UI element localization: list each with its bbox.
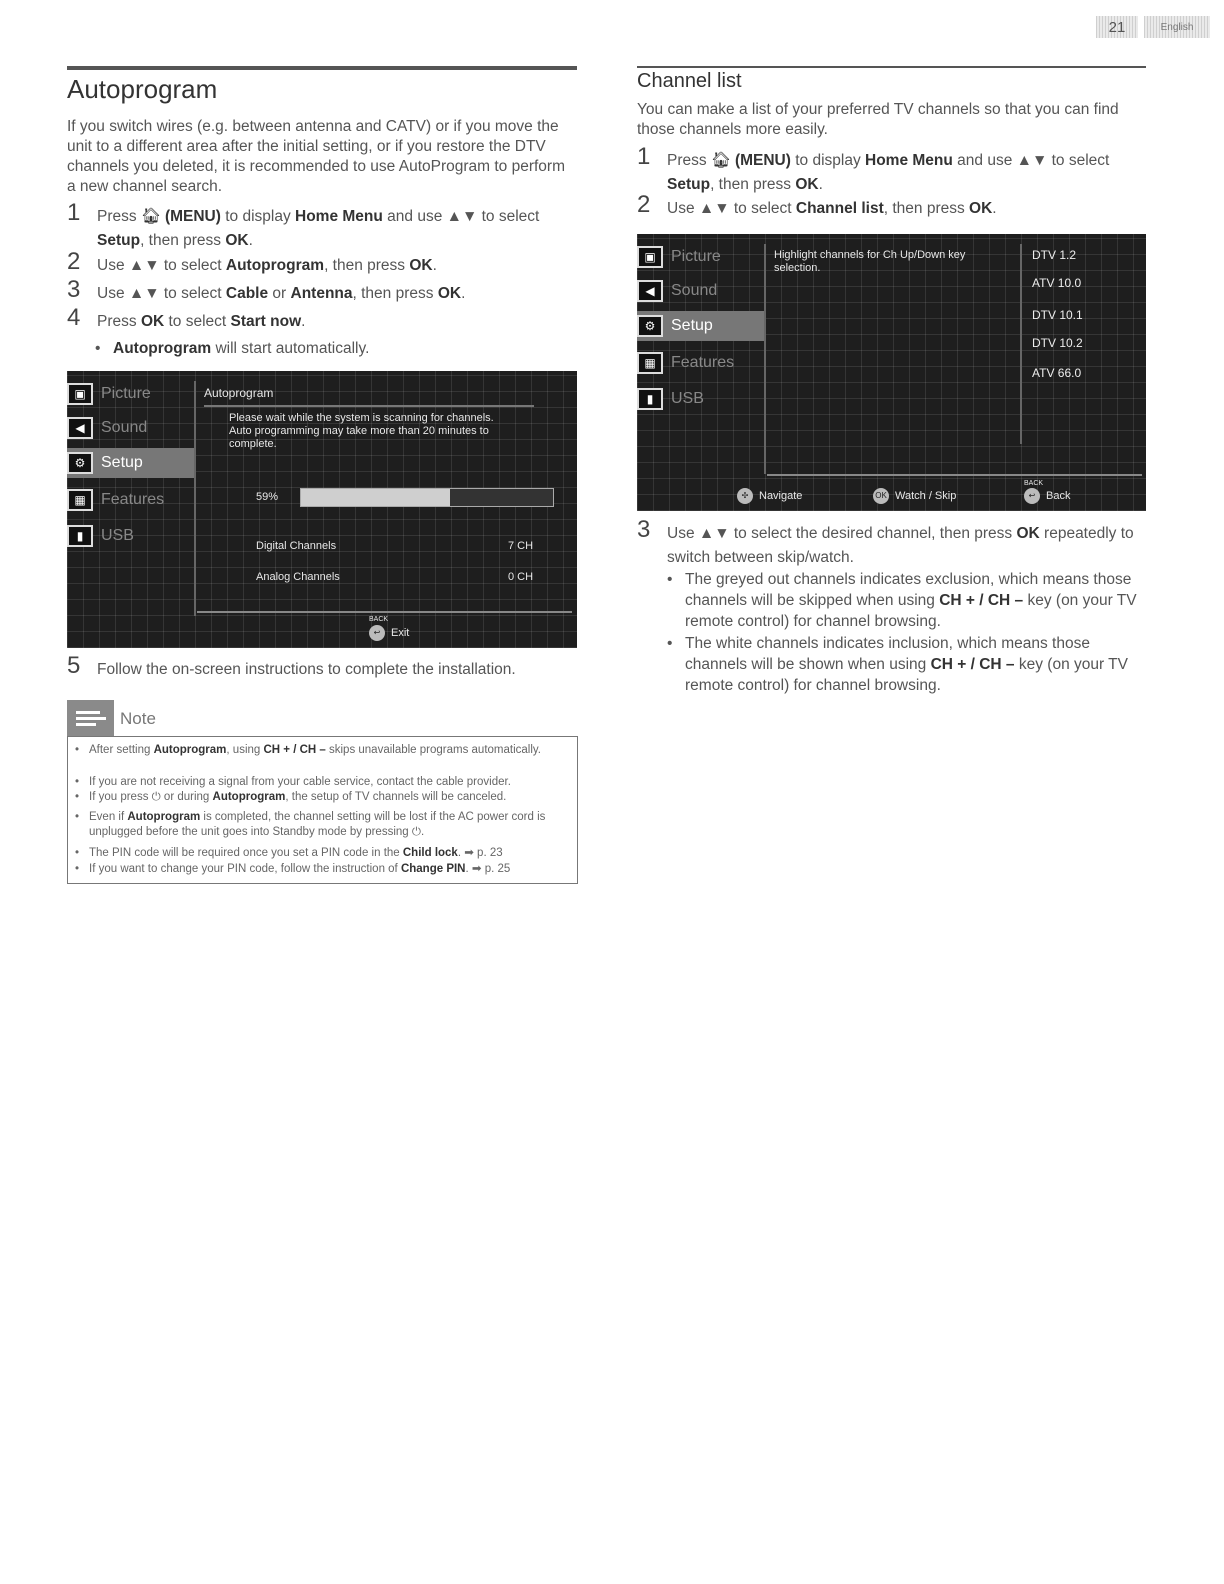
step-number: 2	[637, 191, 651, 218]
back-icon: ↩	[369, 625, 385, 641]
menu-item-features: ▦ Features	[637, 348, 767, 378]
back-key-caption: BACK	[1024, 480, 1044, 487]
section-rule	[67, 66, 577, 70]
autoprogram-screen	[67, 371, 577, 648]
digital-channels-label: Digital Channels	[256, 540, 337, 552]
page-number: 21	[1108, 18, 1126, 36]
panel-title: Autoprogram	[204, 386, 274, 400]
channel-item: DTV 10.1	[1032, 308, 1083, 322]
menu-item-picture: ▣ Picture	[637, 242, 767, 272]
channel-list-step-3: 3 Use ▲▼ to select the desired channel, then press OK repeatedly to switch between skip/watch.	[637, 516, 1134, 566]
section-title-channel-list: Channel list	[637, 70, 742, 92]
gear-icon: ⚙	[67, 452, 93, 474]
autoprogram-step-5: 5 Follow the on-screen instructions to complete the installation.	[67, 652, 516, 679]
channel-list-bullet: • The white channels indicates inclusion, which means those channels will be shown when using CH + / CH – key (on your TV remote control) for channel browsing.	[667, 635, 1128, 694]
language-badge	[1144, 16, 1210, 38]
panel-divider	[764, 244, 766, 474]
sound-icon: ◀	[637, 280, 663, 302]
progress-bar	[300, 488, 554, 507]
section-rule	[637, 66, 1146, 68]
step-number: 3	[67, 276, 81, 303]
menu-item-features: ▦ Features	[67, 485, 197, 515]
channel-item: ATV 10.0	[1032, 276, 1082, 290]
exit-hint: ↩ Exit	[369, 625, 409, 641]
home-icon: 🏠︎	[140, 208, 161, 225]
note-item: • After setting Autoprogram, using CH + / CH – skips unavailable programs automatically.	[75, 744, 541, 756]
features-icon: ▦	[637, 352, 663, 374]
note-item: • If you want to change your PIN code, follow the instruction of Change PIN. ➡ p. 25	[75, 863, 511, 875]
usb-icon: ▮	[637, 388, 663, 410]
channel-list-step-2: 2 Use ▲▼ to select Channel list, then press OK.	[637, 191, 997, 218]
autoprogram-step-3: 3 Use ▲▼ to select Cable or Antenna, then press OK.	[67, 276, 466, 303]
step-number: 4	[67, 304, 81, 331]
menu-item-sound: ◀ Sound	[637, 276, 767, 306]
digital-channels-value: 7 CH	[508, 540, 534, 552]
home-icon: 🏠︎	[710, 152, 731, 169]
back-key-caption: BACK	[369, 616, 389, 623]
picture-icon: ▣	[67, 383, 93, 405]
note-item: • If you press ⏻ or during Autoprogram, the setup of TV channels will be canceled.	[75, 791, 507, 803]
ok-key-icon: OK	[873, 488, 889, 504]
gear-icon: ⚙	[637, 315, 663, 337]
channel-list-bullet: • The greyed out channels indicates exclusion, which means those channels will be skipped when using CH + / CH – key (on your TV remote control) for channel browsing.	[667, 571, 1137, 630]
menu-item-usb: ▮ USB	[637, 384, 767, 414]
menu-item-setup: ⚙ Setup	[637, 311, 764, 341]
scan-message: Please wait while the system is scanning for channels. Auto programming may take more than 20 minutes to complete.	[229, 412, 494, 450]
navigate-hint: ✣ Navigate	[737, 488, 802, 504]
progress-percent: 59%	[256, 491, 279, 503]
note-item: • Even if Autoprogram is completed, the channel setting will be lost if the AC power cord is unplugged before the unit goes into Standby mode by pressing ⏻.	[75, 811, 546, 838]
autoprogram-step-2: 2 Use ▲▼ to select Autoprogram, then press OK.	[67, 248, 437, 275]
autoprogram-step-4: 4 Press OK to select Start now.	[67, 304, 306, 331]
menu-item-sound: ◀ Sound	[67, 413, 197, 443]
channel-list-step-1: 1 Press 🏠︎ (MENU) to display Home Menu and use ▲▼ to select Setup, then press OK.	[637, 143, 1110, 193]
panel-title-rule	[204, 405, 534, 407]
language-label: English	[1160, 21, 1194, 33]
analog-channels-value: 0 CH	[508, 571, 534, 583]
note-item: • The PIN code will be required once you set a PIN code in the Child lock. ➡ p. 23	[75, 847, 503, 859]
step-number: 2	[67, 248, 81, 275]
channel-list-divider	[1020, 244, 1022, 444]
highlight-hint: Highlight channels for Ch Up/Down key selection.	[774, 249, 966, 274]
autoprogram-intro: If you switch wires (e.g. between antenna and CATV) or if you move the unit to a different area after the initial setting, or if you restore the DTV channels you deleted, it is recommended to use AutoProgram to perform a new channel search.	[67, 118, 565, 195]
back-icon: ↩	[1024, 488, 1040, 504]
menu-item-setup: ⚙ Setup	[67, 448, 195, 478]
page-number-badge	[1096, 16, 1138, 38]
step-number: 3	[637, 516, 651, 543]
navigate-icon: ✣	[737, 488, 753, 504]
section-title-autoprogram: Autoprogram	[67, 74, 218, 104]
analog-channels-label: Analog Channels	[256, 571, 340, 583]
back-hint: ↩ Back	[1024, 488, 1070, 504]
watch-skip-hint: OK Watch / Skip	[873, 488, 956, 504]
panel-divider	[194, 381, 196, 616]
menu-item-usb: ▮ USB	[67, 521, 197, 551]
picture-icon: ▣	[637, 246, 663, 268]
step-number: 5	[67, 652, 81, 679]
usb-icon: ▮	[67, 525, 93, 547]
channel-item: DTV 1.2	[1032, 248, 1077, 262]
autoprogram-bullet: • Autoprogram will start automatically.	[95, 340, 370, 357]
footer-rule	[767, 474, 1142, 476]
channel-item: DTV 10.2	[1032, 336, 1083, 350]
menu-item-picture: ▣ Picture	[67, 379, 197, 409]
note-title: Note	[120, 709, 156, 728]
step-number: 1	[67, 199, 81, 226]
autoprogram-step-1: 1 Press 🏠︎ (MENU) to display Home Menu and use ▲▼ to select Setup, then press OK.	[67, 199, 540, 249]
channel-item: ATV 66.0	[1032, 366, 1082, 380]
features-icon: ▦	[67, 489, 93, 511]
note-item: • If you are not receiving a signal from your cable service, contact the cable provider.	[75, 776, 511, 788]
step-number: 1	[637, 143, 651, 170]
sound-icon: ◀	[67, 417, 93, 439]
progress-fill	[301, 489, 450, 506]
note-icon	[67, 700, 114, 736]
channel-list-intro: You can make a list of your preferred TV channels so that you can find those channels more easily.	[637, 101, 1119, 138]
